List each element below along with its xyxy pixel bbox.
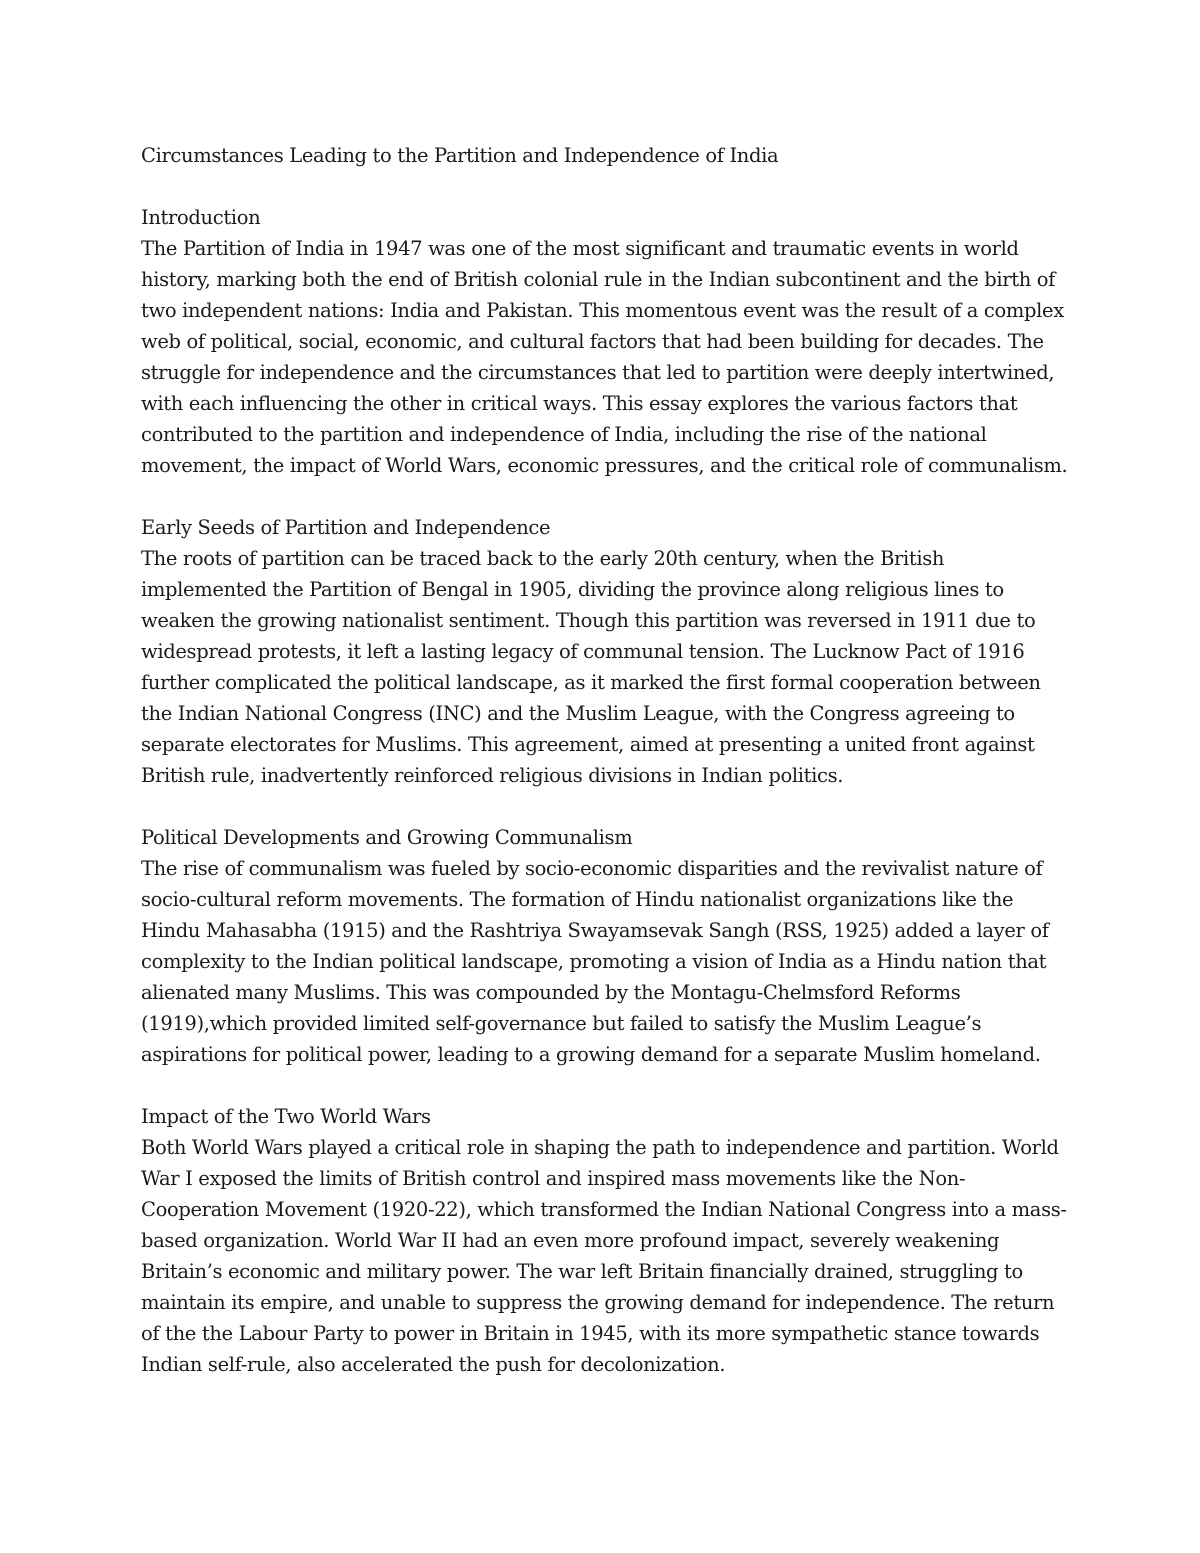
section-early-seeds: [141, 512, 1071, 791]
section-political-developments: [141, 822, 1071, 1070]
document-title: Circumstances Leading to the Partition and Independence of India: [141, 144, 779, 167]
document-content: [141, 140, 1071, 1380]
section-world-wars: [141, 1101, 1071, 1380]
section-heading: Impact of the Two World Wars: [141, 1105, 431, 1128]
section-paragraph: Both World Wars played a critical role in shaping the path to independence and partition. World War I exposed the limits of British control and inspired mass movements like the Non-Cooperation Movement (1920-22), which transformed the Indian National Congress into a mass-based organization. World War II had an even more profound impact, severely weakening Britain’s economic and military power. The war left Britain financially drained, struggling to maintain its empire, and unable to suppress the growing demand for independence. The return of the the Labour Party to power in Britain in 1945, with its more sympathetic stance towards Indian self-rule, also accelerated the push for decolonization.: [141, 1136, 1067, 1376]
section-introduction: [141, 202, 1071, 481]
section-paragraph: The rise of communalism was fueled by socio-economic disparities and the revivalist nature of socio-cultural reform movements. The formation of Hindu nationalist organizations like the Hindu Mahasabha (1915) and the Rashtriya Swayamsevak Sangh (RSS, 1925) added a layer of complexity to the Indian political landscape, promoting a vision of India as a Hindu nation that alienated many Muslims. This was compounded by the Montagu-Chelmsford Reforms (1919),which provided limited self-governance but failed to satisfy the Muslim League’s aspirations for political power, leading to a growing demand for a separate Muslim homeland.: [141, 857, 1049, 1066]
section-paragraph: The Partition of India in 1947 was one of the most significant and traumatic events in world history, marking both the end of British colonial rule in the Indian subcontinent and the birth of two independent nations: India and Pakistan. This momentous event was the result of a complex web of political, social, economic, and cultural factors that had been building for decades. The struggle for independence and the circumstances that led to partition were deeply intertwined, with each influencing the other in critical ways. This essay explores the various factors that contributed to the partition and independence of India, including the rise of the national movement, the impact of World Wars, economic pressures, and the critical role of communalism.: [141, 237, 1068, 477]
section-heading: Early Seeds of Partition and Independence: [141, 516, 551, 539]
section-heading: Introduction: [141, 206, 261, 229]
section-paragraph: The roots of partition can be traced back to the early 20th century, when the British implemented the Partition of Bengal in 1905, dividing the province along religious lines to weaken the growing nationalist sentiment. Though this partition was reversed in 1911 due to widespread protests, it left a lasting legacy of communal tension. The Lucknow Pact of 1916 further complicated the political landscape, as it marked the first formal cooperation between the Indian National Congress (INC) and the Muslim League, with the Congress agreeing to separate electorates for Muslims. This agreement, aimed at presenting a united front against British rule, inadvertently reinforced religious divisions in Indian politics.: [141, 547, 1041, 787]
section-heading: Political Developments and Growing Communalism: [141, 826, 633, 849]
